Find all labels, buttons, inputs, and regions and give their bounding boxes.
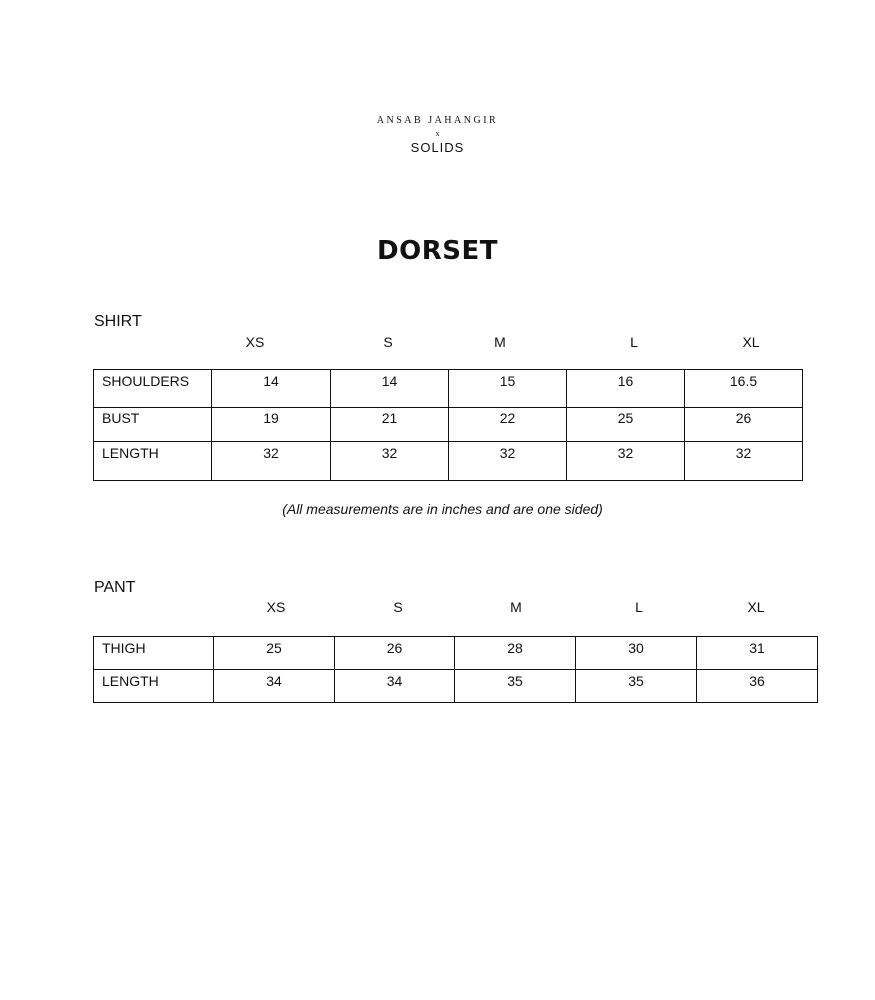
cell-value: 16 <box>567 370 685 408</box>
table-row <box>94 637 818 670</box>
shirt-size-l: L <box>630 334 638 350</box>
cell-value: 36 <box>697 670 818 703</box>
cell-value: 32 <box>685 442 803 481</box>
cell-value: 30 <box>576 637 697 670</box>
shirt-size-xs: XS <box>245 334 265 350</box>
measurement-note: (All measurements are in inches and are one sided) <box>282 501 603 517</box>
shirt-size-s: S <box>383 334 393 350</box>
shirt-size-xl: XL <box>742 334 760 350</box>
pant-size-table <box>93 636 818 703</box>
cell-value: 25 <box>214 637 335 670</box>
row-label-length: LENGTH <box>94 442 212 481</box>
pant-section-label: PANT <box>94 579 136 596</box>
cell-value: 26 <box>685 408 803 442</box>
cell-value: 22 <box>449 408 567 442</box>
cell-value: 34 <box>335 670 455 703</box>
shirt-size-m: M <box>494 334 506 350</box>
cell-value: 26 <box>335 637 455 670</box>
cell-value: 16.5 <box>685 370 803 408</box>
cell-value: 35 <box>455 670 576 703</box>
table-row <box>94 370 803 408</box>
brand-partner: SOLIDS <box>410 140 465 155</box>
cell-value: 32 <box>212 442 331 481</box>
cell-value: 19 <box>212 408 331 442</box>
cell-value: 35 <box>576 670 697 703</box>
brand-collab-mark: x <box>435 129 440 138</box>
cell-value: 28 <box>455 637 576 670</box>
cell-value: 32 <box>567 442 685 481</box>
row-label-bust: BUST <box>94 408 212 442</box>
cell-value: 31 <box>697 637 818 670</box>
cell-value: 21 <box>331 408 449 442</box>
cell-value: 25 <box>567 408 685 442</box>
pant-size-header <box>226 599 796 615</box>
row-label-length: LENGTH <box>94 670 214 703</box>
row-label-shoulders: SHOULDERS <box>94 370 212 408</box>
cell-value: 34 <box>214 670 335 703</box>
cell-value: 32 <box>331 442 449 481</box>
cell-value: 14 <box>331 370 449 408</box>
brand-logo <box>0 114 875 156</box>
page-title: DORSET <box>377 236 498 266</box>
pant-size-xs: XS <box>266 599 286 615</box>
pant-size-xl: XL <box>747 599 765 615</box>
brand-name: ANSAB JAHANGIR <box>376 115 499 126</box>
shirt-size-table <box>93 369 803 481</box>
row-label-thigh: THIGH <box>94 637 214 670</box>
pant-size-s: S <box>393 599 403 615</box>
pant-size-l: L <box>635 599 643 615</box>
table-row <box>94 442 803 481</box>
table-row <box>94 670 818 703</box>
pant-size-m: M <box>510 599 522 615</box>
table-row <box>94 408 803 442</box>
cell-value: 14 <box>212 370 331 408</box>
cell-value: 32 <box>449 442 567 481</box>
shirt-section-label: SHIRT <box>94 313 142 330</box>
shirt-size-header <box>197 334 771 350</box>
cell-value: 15 <box>449 370 567 408</box>
